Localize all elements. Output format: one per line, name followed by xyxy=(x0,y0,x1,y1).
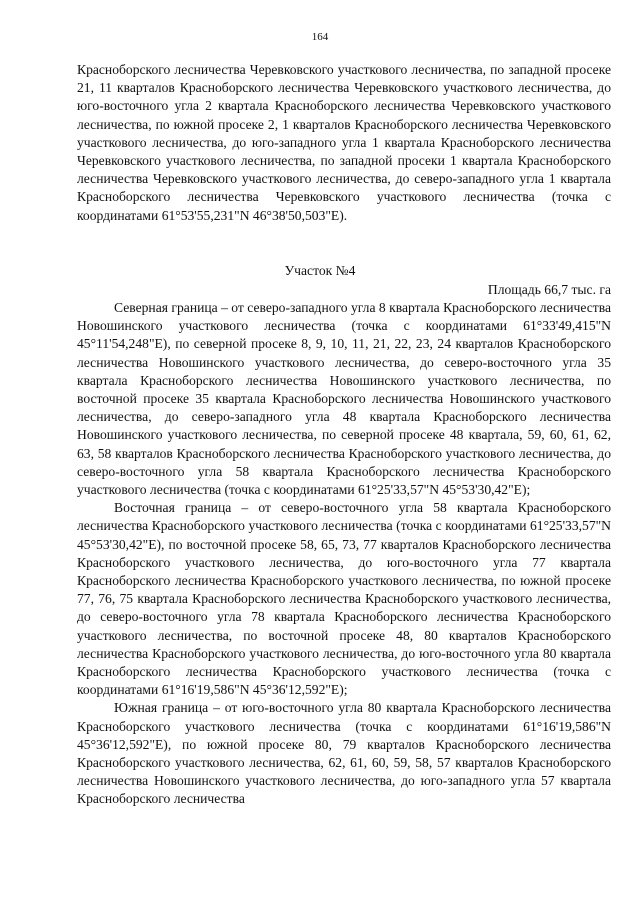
east-boundary-paragraph: Восточная граница – от северо-восточного угла 58 квартала Красноборского лесничества Красноборского участкового лесничества (точка с координатами 61°25'33,57"N 45°53'30,42"E), по восточной просеке 58, 65, 73, 77 кварталов Красноборского лесничества Красноборского участкового лесничества, до юго-восточного угла 77 квартала Красноборского лесничества Красноборского участкового лесничества, по южной просеке 77, 76, 75 квартала Красноборского лесничества Красноборского участкового лесничества, до северо-восточного угла 78 квартала Красноборского лесничества Красноборского участкового лесничества, по восточной просеке 48, 80 кварталов Красноборского лесничества Красноборского участкового лесничества, до юго-восточного угла 80 квартала Красноборского лесничества Красноборского участкового лесничества (точка с координатами 61°16'19,586"N 45°36'12,592"E); xyxy=(77,500,611,698)
section-title: Участок №4 xyxy=(284,263,356,278)
boundary-description xyxy=(77,299,611,809)
intro-paragraph: Красноборского лесничества Черевковского участкового лесничества, по западной просеке 21, 11 кварталов Красноборского лесничества Черевковского участкового лесничества, до юго-восточного угла 2 квартала Красноборского лесничества Черевковского участкового лесничества, по южной просеке 2, 1 кварталов Красноборского лесничества Черевковского участкового лесничества, до юго-западного угла 1 квартала Красноборского лесничества Черевковского участкового лесничества, по западной просеки 1 квартала Красноборского лесничества Черевковского участкового лесничества, до северо-западного угла 1 квартала Красноборского лесничества Черевковского участкового лесничества (точка с координатами 61°53'55,231"N 46°38'50,503"E). xyxy=(77,62,611,223)
south-boundary-paragraph: Южная граница – от юго-восточного угла 80 квартала Красноборского лесничества Красноборского участкового лесничества (точка с координатами 61°16'19,586"N 45°36'12,592"E), по южной просеке 80, 79 кварталов Красноборского лесничества Красноборского участкового лесничества, 62, 61, 60, 59, 58, 57 кварталов Красноборского лесничества Новошинского участкового лесничества, до юго-западного угла 57 квартала Красноборского лесничества xyxy=(77,700,611,807)
area-line: Площадь 66,7 тыс. га xyxy=(487,282,611,297)
north-boundary-paragraph: Северная граница – от северо-западного угла 8 квартала Красноборского лесничества Новошинского участкового лесничества (точка с координатами 61°33'49,415"N 45°11'54,248"E), по северной просеке 8, 9, 10, 11, 21, 22, 23, 24 кварталов Красноборского лесничества Новошинского участкового лесничества, до северо-восточного угла 35 квартала Красноборского лесничества Новошинского участкового лесничества, по восточной просеке 35 квартала Красноборского лесничества Новошинского участкового лесничества, до северо-западного угла 48 квартала Красноборского лесничества Новошинского участкового лесничества, по северной просеке 48 квартала, 59, 60, 61, 62, 63, 58 кварталов Красноборского лесничества Красноборского участкового лесничества, до северо-восточного угла 58 квартала Красноборского лесничества Красноборского участкового лесничества (точка с координатами 61°25'33,57"N 45°53'30,42"E); xyxy=(77,300,611,498)
page-number: 164 xyxy=(311,31,329,43)
